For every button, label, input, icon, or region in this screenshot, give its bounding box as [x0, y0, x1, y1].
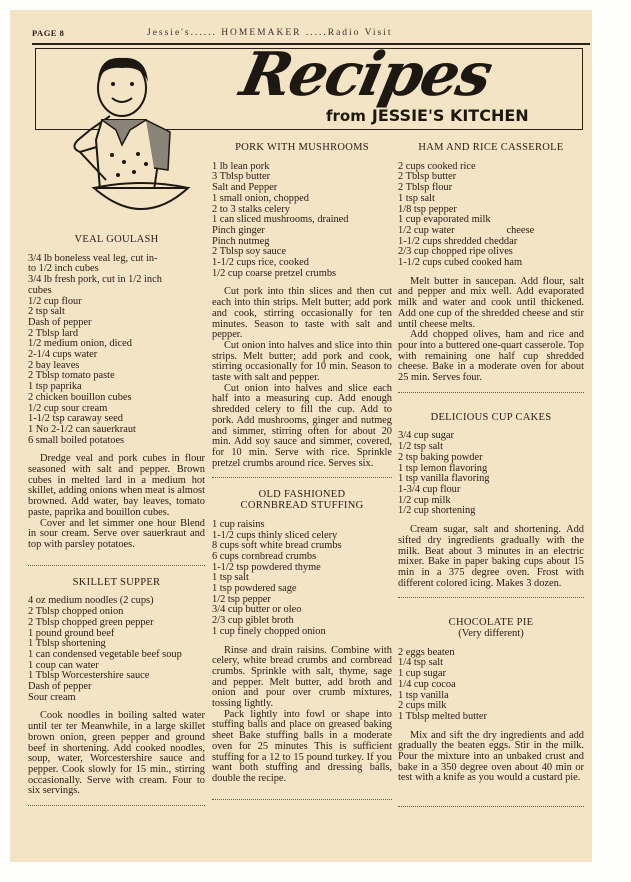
ingredient-item: 2/3 cup giblet broth: [212, 615, 294, 627]
ingredient-item: 3/4 lb boneless veal leg, cut in-: [28, 252, 158, 264]
recipe-cup-cakes: [398, 413, 584, 590]
ingredient-item: 1/2 tsp pepper: [212, 593, 271, 605]
left-column: [28, 235, 205, 806]
ingredient-item: 1 tsp salt: [398, 192, 435, 204]
ingredient-item: 1/2 cup sour cream: [28, 402, 108, 414]
ingredient-item: 1 tsp vanilla flavoring: [398, 473, 490, 485]
recipe-subtitle: (Very different): [458, 628, 524, 640]
direction-paragraph: Cream sugar, salt and shortening. Add sifted dry ingredients gradually with the milk. Beat about 3 minutes in an electric mixer. Bake in paper baking cups about 15 min in a 375 degree oven. Frost with different colored icing. Makes 3 dozen.: [398, 524, 584, 589]
ingredient-item: 2 Tblsp butter: [398, 171, 457, 183]
recipe-title: PORK WITH MUSHROOMS: [235, 142, 369, 153]
directions: [398, 731, 584, 785]
middle-column: [212, 143, 392, 800]
directions: [398, 525, 584, 589]
ingredient-item: 1 Tblsp melted butter: [398, 710, 487, 722]
direction-paragraph: Pack lightly into fowl or shape into stuffing balls and place on greased baking sheet Bake stuffing balls in a moderate oven for 25 minutes This is sufficient stuffing for a 12 to 15 pound turkey. If you want both stuffing and dressing balls, double the recipe.: [212, 708, 392, 784]
ingredient-item: 2 Tblsp tomato paste: [28, 370, 115, 382]
ingredient-item: Dash of pepper: [28, 681, 92, 693]
ingredient-item: Dash of pepper: [28, 316, 92, 328]
ingredient-list: [212, 162, 392, 280]
direction-paragraph: Cut onion into halves and slice each half into a measuring cup. Add enough shredded celery to fill the cup. Add to pork. Add mushrooms, ginger and nutmeg and simmer, stirring often for about 20 min. Add soy sauce and simmer, covered, for 10 min. Serve with rice. Sprinkle pretzel crumbs around rice. Serves six.: [212, 382, 392, 469]
dotted-divider: [28, 805, 205, 806]
ingredient-item: 1-1/2 tsp powdered thyme: [212, 561, 321, 573]
banner-subtitle: [326, 106, 529, 125]
recipe-title: SKILLET SUPPER: [72, 576, 161, 588]
right-column: [398, 143, 584, 807]
ingredient-item: 3/4 lb fresh pork, cut in 1/2 inch: [28, 274, 162, 286]
recipe-title: CHOCOLATE PIE: [448, 617, 534, 629]
ingredient-item: 1/8 tsp pepper: [398, 203, 457, 215]
ingredient-item: 1 lb lean pork: [212, 160, 270, 172]
direction-paragraph: Mix and sift the dry ingredients and add gradually the beaten eggs. Stir in the milk. Pour the mixture into an unbaked crust and bake in a 350 degree oven about 40 min or test with a knife as you would a custard pie.: [398, 729, 584, 784]
recipe-title: HAM AND RICE CASSEROLE: [418, 142, 564, 153]
ingredient-item: 1 small onion, chopped: [212, 192, 309, 204]
ingredient-item: 1 tsp vanilla: [398, 689, 449, 701]
ingredient-item: 1/4 cup cocoa: [398, 678, 456, 690]
ingredient-item: 1 coup can water: [28, 659, 99, 671]
magazine-page: [10, 10, 592, 862]
watermark: mycomicshop: [598, 640, 631, 855]
ingredient-item: 6 cups cornbread crumbs: [212, 550, 317, 562]
direction-paragraph: Cut pork into thin slices and then cut each into thin strips. Melt butter; add pork and cook, stirring occasionally for ten minutes. Season to taste with salt and pepper.: [212, 286, 392, 341]
recipe-title: VEAL GOULASH: [74, 234, 159, 245]
recipe-chocolate-pie: [398, 618, 584, 807]
ingredient-item: 2 Tblsp flour: [398, 182, 453, 194]
ingredient-item: 2 Tblsp lard: [28, 327, 79, 339]
ingredient-item: 1/2 cup water cheese: [398, 224, 535, 236]
ingredient-item: 1 tsp salt: [212, 572, 249, 584]
recipes-script-title: Recipes: [234, 40, 497, 110]
ingredient-item: 2 cups milk: [398, 700, 447, 712]
recipe-cornbread-stuffing: [212, 490, 392, 799]
direction-paragraph: Add chopped olives, ham and rice and pour into a buttered one-quart casserole. Top with remaining one half cup shredded cheese. Bake in a moderate oven for about 25 min. Serves four.: [398, 329, 584, 384]
recipe-veal-goulash: [28, 235, 205, 551]
recipe-title: OLD FASHIONED: [258, 489, 346, 501]
ingredient-item: 1 cup raisins: [212, 518, 265, 530]
ingredient-list: [398, 431, 584, 517]
dotted-divider: [28, 565, 205, 566]
from-word: from: [326, 107, 366, 125]
ingredient-item: 2 tsp salt: [28, 306, 65, 318]
dotted-divider: [212, 477, 392, 478]
direction-paragraph: Cut onion into halves and slice into thin strips. Melt butter; add pork and cook, stirring occasionally for 10 min. Season to taste with salt and pepper.: [212, 339, 392, 384]
running-title: Jessie's...... HOMEMAKER .....Radio Visit: [147, 28, 393, 38]
ingredient-list: [398, 162, 584, 269]
ingredient-item: 1-1/2 cups shredded cheddar: [398, 235, 518, 247]
ingredient-item: 6 small boiled potatoes: [28, 434, 125, 446]
dotted-divider: [212, 799, 392, 800]
directions: [28, 711, 205, 797]
recipe-pork-with-mushrooms: [212, 143, 392, 469]
kitchen-name: JESSIE'S KITCHEN: [371, 106, 529, 125]
ingredient-list: [212, 520, 392, 638]
ingredient-list: [28, 596, 205, 703]
ingredient-item: 1/2 cup milk: [398, 494, 451, 506]
recipe-skillet-supper: [28, 578, 205, 806]
ingredient-item: 2-1/4 cups water: [28, 349, 98, 361]
ingredient-item: 1 tsp lemon flavoring: [398, 462, 488, 474]
ingredient-item: 1-1/2 cups rice, cooked: [212, 257, 309, 269]
ingredient-item: 1/2 medium onion, diced: [28, 338, 132, 350]
ingredient-item: 2/3 cup chopped ripe olives: [398, 246, 513, 258]
ingredient-item: 1 tsp paprika: [28, 381, 82, 393]
dotted-divider: [398, 392, 584, 393]
ingredient-item: 1 cup finely chopped onion: [212, 625, 326, 637]
ingredient-item: 2 Tblsp soy sauce: [212, 246, 286, 258]
ingredient-item: 1 cup evaporated milk: [398, 214, 491, 226]
recipe-ham-rice-casserole: [398, 143, 584, 384]
ingredient-item: Pinch ginger: [212, 224, 265, 236]
ingredient-item: Pinch nutmeg: [212, 235, 270, 247]
ingredient-item: 2 eggs beaten: [398, 646, 455, 658]
ingredient-item: 3 Tblsp butter: [212, 171, 271, 183]
dotted-divider: [398, 597, 584, 598]
ingredient-item: 1/2 tsp salt: [398, 441, 444, 453]
ingredient-item: 1/2 cup flour: [28, 295, 82, 307]
ingredient-item: 1-1/2 cups cubed cooked ham: [398, 257, 523, 269]
ingredient-item: Salt and Pepper: [212, 182, 278, 194]
recipe-title: DELICIOUS CUP CAKES: [430, 411, 552, 423]
ingredient-item: to 1/2 inch cubes: [28, 263, 99, 275]
ingredient-item: 1/2 cup coarse pretzel crumbs: [212, 267, 337, 279]
ingredient-item: 8 cups soft white bread crumbs: [212, 540, 342, 552]
ingredient-item: cubes: [28, 284, 52, 296]
ingredient-item: 3/4 cup sugar: [398, 430, 454, 442]
ingredient-list: [28, 254, 205, 447]
direction-paragraph: Dredge veal and pork cubes in flour seasoned with salt and pepper. Brown cubes in melted lard in a medium hot skillet, adding onions when meat is almost browned. Add water, bay leaves, tomato paste, paprika and bouillon cubes.: [28, 453, 205, 518]
ingredient-item: 2 Tblsp chopped green pepper: [28, 616, 154, 628]
ingredient-item: 2 bay leaves: [28, 359, 80, 371]
ingredient-item: 1/2 cup shortening: [398, 505, 476, 517]
ingredient-item: Sour cream: [28, 691, 76, 703]
dotted-divider: [398, 806, 584, 807]
ingredient-item: 1 cup sugar: [398, 668, 446, 680]
ingredient-item: 1 Tblsp shortening: [28, 638, 106, 650]
ingredient-item: 2 to 3 stalks celery: [212, 203, 290, 215]
directions: [212, 287, 392, 469]
ingredient-item: 3/4 cup butter or oleo: [212, 604, 302, 616]
direction-paragraph: Cook noodles in boiling salted water until ter ter Meanwhile, in a large skillet brown onion, green pepper and ground beef in shortening. Add cooked noodles, soup, water, Worcestershire sauce and pepper. Cook slowly for 15 min., stirring occasionally. Serve with cream. Four to six servings.: [28, 710, 205, 797]
ingredient-item: 1 tsp powdered sage: [212, 583, 297, 595]
direction-paragraph: Cover and let simmer one hour Blend in sour cream. Serve over sauerkraut and top with parsley potatoes.: [28, 517, 205, 550]
ingredient-list: [398, 648, 584, 723]
directions: [28, 454, 205, 550]
page-number: PAGE 8: [32, 28, 65, 38]
ingredient-item: 1/4 tsp salt: [398, 657, 444, 669]
ingredient-item: 2 cups cooked rice: [398, 160, 476, 172]
ingredient-item: 1 can condensed vegetable beef soup: [28, 648, 182, 660]
ingredient-item: 1 pound ground beef: [28, 627, 115, 639]
direction-paragraph: Melt butter in saucepan. Add flour, salt and pepper and mix well. Add evaporated milk and water and cook until thickened. Add one cup of the shredded cheese and stir until cheese melts.: [398, 275, 584, 330]
direction-paragraph: Rinse and drain raisins. Combine with celery, white bread crumbs and cornbread crumbs. Sprinkle with salt, thyme, sage and pepper. Melt butter, add broth and onion and pour over crumb mixtures, tossing lightly.: [212, 644, 392, 710]
directions: [212, 646, 392, 785]
ingredient-item: 1 Tblsp Worcestershire sauce: [28, 670, 150, 682]
ingredient-item: 4 oz medium noodles (2 cups): [28, 595, 154, 607]
ingredient-item: 2 chicken bouillon cubes: [28, 391, 132, 403]
ingredient-item: 1-3/4 cup flour: [398, 483, 461, 495]
ingredient-item: 2 Tblsp chopped onion: [28, 606, 124, 618]
ingredient-item: 1-1/2 cups thinly sliced celery: [212, 529, 338, 541]
ingredient-item: 1 can sliced mushrooms, drained: [212, 214, 349, 226]
recipe-title-line2: CORNBREAD STUFFING: [240, 500, 364, 512]
woman-mixing-bowl-illustration: [50, 50, 210, 230]
ingredient-item: 1 No 2-1/2 can sauerkraut: [28, 423, 136, 435]
directions: [398, 277, 584, 384]
ingredient-item: 1-1/2 tsp caraway seed: [28, 413, 123, 425]
ingredient-item: 2 tsp baking powder: [398, 451, 483, 463]
